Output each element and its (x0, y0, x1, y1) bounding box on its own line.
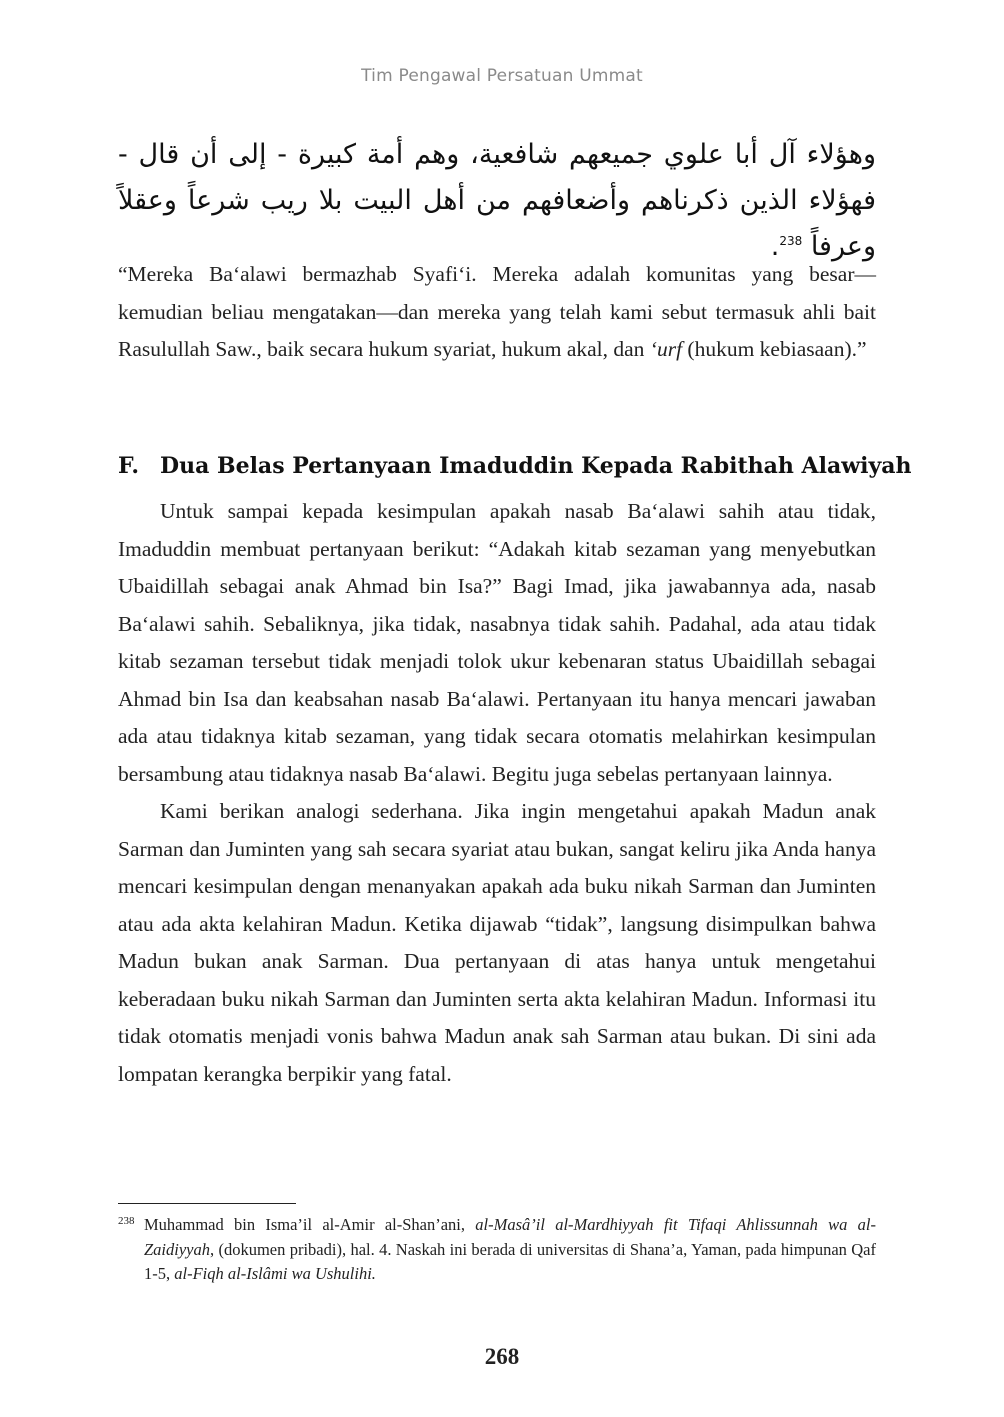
footnote-collection-title: al-Fiqh al-Islâmi wa Ushulihi. (174, 1264, 376, 1283)
arabic-quotation (118, 132, 876, 270)
body-paragraph: Untuk sampai kepada kesimpulan apakah nasab Ba‘alawi sahih atau tidak, Imaduddin membuat pertanyaan berikut: “Adakah kitab sezaman yang menyebutkan Ubaidillah sebagai anak Ahmad bin Isa?” Bagi Imad, jika jawabannya ada, nasab Ba‘alawi sahih. Sebaliknya, jika tidak, nasabnya tidak sahih. Padahal, ada atau tidak kitab sezaman tersebut tidak menjadi tolok ukur kebenaran status Ubaidillah sebagai Ahmad bin Isa dan keabsahan nasab Ba‘alawi. Pertanyaan itu hanya mencari jawaban ada atau tidaknya kitab sezaman, yang tidak secara otomatis melahirkan kesimpulan bersambung atau tidaknya nasab Ba‘alawi. Begitu juga sebelas pertanyaan lainnya. (118, 499, 876, 786)
section-title: Dua Belas Pertanyaan Imaduddin Kepada Rabithah Alawiyah (160, 453, 912, 479)
page-number: 268 (484, 1344, 520, 1369)
translation-italic-term: ‘urf (649, 337, 683, 361)
body-text (118, 493, 876, 1093)
arabic-footnote-reference[interactable]: 238 (779, 234, 803, 248)
footnote-book-title: al-Masâ’il al-Mardhiyyah fit Tifaqi Ahlissunnah wa al-Zaidiyyah (144, 1215, 877, 1259)
quote-translation (118, 256, 876, 369)
running-header: Tim Pengawal Persatuan Ummat (361, 66, 643, 86)
body-paragraph: Kami berikan analogi sederhana. Jika ingin mengetahui apakah Madun anak Sarman dan Juminten yang sah secara syariat atau bukan, sangat keliru jika Anda hanya mencari kesimpulan dengan menanyakan apakah ada buku nikah Sarman dan Juminten atau ada akta kelahiran Madun. Ketika dijawab “tidak”, langsung disimpulkan bahwa Madun bukan anak Sarman. Dua pertanyaan di atas hanya untuk mengetahui keberadaan buku nikah Sarman dan Juminten serta akta kelahiran Madun. Informasi itu tidak otomatis menjadi vonis bahwa Madun anak sah Sarman atau bukan. Di sini ada lompatan kerangka berpikir yang fatal. (118, 799, 876, 1086)
footnote-details: , (dokumen pribadi), hal. 4. Naskah ini berada di universitas di Shana’a, Yaman, pada himpunan Qaf 1-5, (144, 1239, 876, 1283)
footnote-author: Muhammad bin Isma’il al-Amir al-Shan’ani, (144, 1215, 476, 1234)
footnote-separator (118, 1203, 296, 1204)
translation-text-part2: (hukum kebiasaan).” (682, 337, 867, 361)
section-heading (118, 448, 912, 484)
arabic-text: وهؤلاء آل أبا علوي جميعهم شافعية، وهم أمة كبيرة - إلى أن قال - فهؤلاء الذين ذكرناهم وأضعافهم من أهل البيت بلا ريب شرعاً وعقلاً وعرفاً (118, 139, 876, 262)
arabic-end-mark: . (770, 231, 780, 262)
translation-text-part1: “Mereka Ba‘alawi bermazhab Syafi‘i. Mereka adalah komunitas yang besar—kemudian beliau mengatakan—dan mereka yang telah kami sebut termasuk ahli bait Rasulullah Saw., baik secara hukum syariat, hukum akal, dan (118, 262, 876, 361)
section-number: F. (118, 453, 140, 479)
footnote: 238 Muhammad bin Isma’il al-Amir al-Shan’ani, al-Masâ’il al-Mardhiyyah fit Tifaqi Ahlissunnah wa al-Zaidiyyah, (dokumen pribadi), hal. 4. Naskah ini berada di universitas di Shana’a, Yaman, pada himpunan Qaf 1-5, al-Fiqh al-Islâmi wa Ushulihi. (118, 1214, 877, 1283)
